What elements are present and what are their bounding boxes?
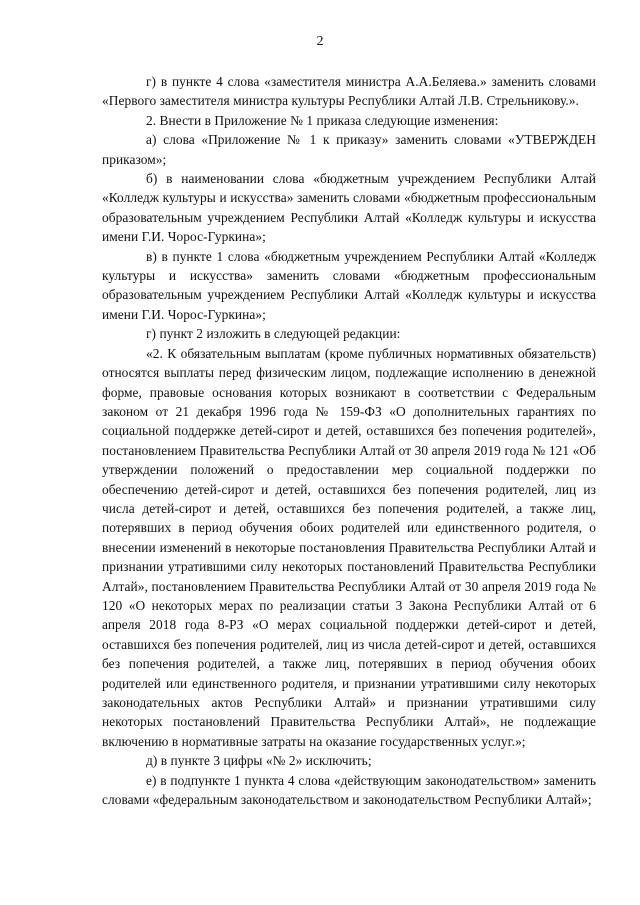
paragraph-1-g: г) в пункте 4 слова «заместителя министра А.А.Беляева.» заменить словами «Первого заместителя министра культуры Республики Алтай Л.В. Стрельникову.». xyxy=(102,74,596,109)
paragraph-2-g: г) пункт 2 изложить в следующей редакции: xyxy=(146,326,401,342)
paragraph-2-g-text: «2. К обязательным выплатам (кроме публичных нормативных обязательств) относятся выплаты перед физическим лицом, подлежащие исполнению в денежной форме, правовые основания которых возникают в соответствии с Федеральным законом от 21 декабря 1996 года № 159-ФЗ «О дополнительных гарантиях по социальной поддержке детей-сирот и детей, оставшихся без попечения родителей», постановлением Правительства Республики Алтай от 30 апреля 2019 года № 121 «Об утверждении положений о предоставлении мер социальной поддержки по обеспечению детей-сирот и детей, оставшихся без попечения родителей, лиц из числа детей-сирот и детей, оставшихся без попечения родителей, а также лиц, потерявших в период обучения обоих родителей или единственного родителя, о внесении изменений в некоторые постановления Правительства Республики Алтай и признании утратившими силу некоторых постановлений Правительства Республики Алтай», постановлением Правительства Республики Алтай от 30 апреля 2019 года № 120 «О некоторых мерах по реализации статьи 3 Закона Республики Алтай от 6 апреля 2018 года 8-РЗ «О мерах социальной поддержки детей-сирот и детей, оставшихся без попечения родителей, лиц из числа детей-сирот и детей, оставшихся без попечения родителей, а также лиц, потерявших в период обучения обоих родителей или единственного родителя, и признании утратившими силу некоторых законодательных актов Республики Алтай» и признании утратившими силу некоторых постановлений Правительства Республики Алтай», не подлежащие включению в нормативные затраты на оказание государственных услуг.»; xyxy=(102,345,596,749)
paragraph-2-d: д) в пункте 3 цифры «№ 2» исключить; xyxy=(146,753,372,769)
document-body xyxy=(102,72,596,809)
paragraph-2-b: б) в наименовании слова «бюджетным учреждением Республики Алтай «Колледж культуры и искусства» заменить словами «бюджетным профессиональным образовательным учреждением Республики Алтай «Колледж культуры и искусства имени Г.И. Чорос-Гуркина»; xyxy=(102,171,596,245)
paragraph-2-e: е) в подпункте 1 пункта 4 слова «действующим законодательством» заменить словами «федеральным законодательством и законодательством Республики Алтай»; xyxy=(102,772,596,808)
paragraph-2-v: в) в пункте 1 слова «бюджетным учреждением Республики Алтай «Колледж культуры и искусства» заменить словами «бюджетным профессиональным образовательным учреждением Республики Алтай «Колледж культуры и искусства имени Г.И. Чорос-Гуркина»; xyxy=(102,248,596,322)
page-number: 2 xyxy=(316,34,324,49)
paragraph-2-heading: 2. Внести в Приложение № 1 приказа следующие изменения: xyxy=(146,112,499,128)
paragraph-2-a: а) слова «Приложение № 1 к приказу» заменить словами «УТВЕРЖДЕН приказом»; xyxy=(102,132,596,167)
